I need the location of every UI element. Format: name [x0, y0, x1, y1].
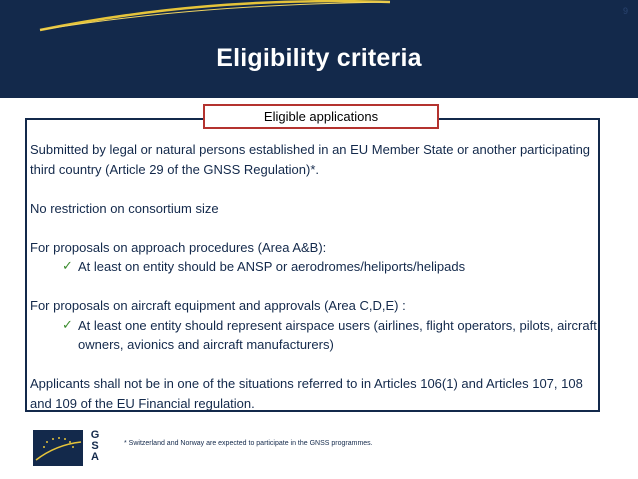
bullet-text: At least on entity should be ANSP or aerodromes/heliports/helipads: [78, 259, 466, 274]
eligible-applications-tab: Eligible applications: [203, 104, 439, 129]
paragraph-approach-procedures: For proposals on approach procedures (Area A&B):: [30, 239, 327, 255]
slide-header: [0, 0, 638, 98]
checkmark-icon: ✓: [62, 317, 73, 333]
slide-title: Eligibility criteria: [216, 44, 422, 72]
criteria-body: [30, 140, 598, 413]
paragraph-applicants-established: Submitted by legal or natural persons established in an EU Member State or another participating third country (Article 29 of the GNSS Regulation)*.: [30, 142, 591, 177]
paragraph-consortium-size: No restriction on consortium size: [30, 200, 219, 216]
gsa-letter: G: [90, 429, 100, 441]
checkmark-icon: ✓: [62, 259, 73, 274]
eu-flag-logo: [33, 430, 83, 466]
slide-number: 9: [622, 6, 628, 16]
paragraph-aircraft-equipment: For proposals on aircraft equipment and approvals (Area C,D,E) :: [30, 298, 406, 313]
footnote: * Switzerland and Norway are expected to participate in the GNSS programmes.: [124, 440, 373, 447]
bullet-aircraft-equipment: [30, 316, 598, 355]
paragraph-financial-regulation: Applicants shall not be in one of the situations referred to in Articles 106(1) and Articles 107, 108 and 109 of the EU Financial regulation.: [30, 376, 583, 411]
gsa-logo: [88, 430, 102, 463]
gsa-letter: S: [91, 440, 99, 452]
bullet-text: At least one entity should represent airspace users (airlines, flight operators, pilots, aircraft owners, avionics and aircraft manufacturers): [78, 317, 597, 352]
bullet-approach-procedures: [30, 257, 598, 277]
gsa-letter: A: [91, 451, 99, 463]
